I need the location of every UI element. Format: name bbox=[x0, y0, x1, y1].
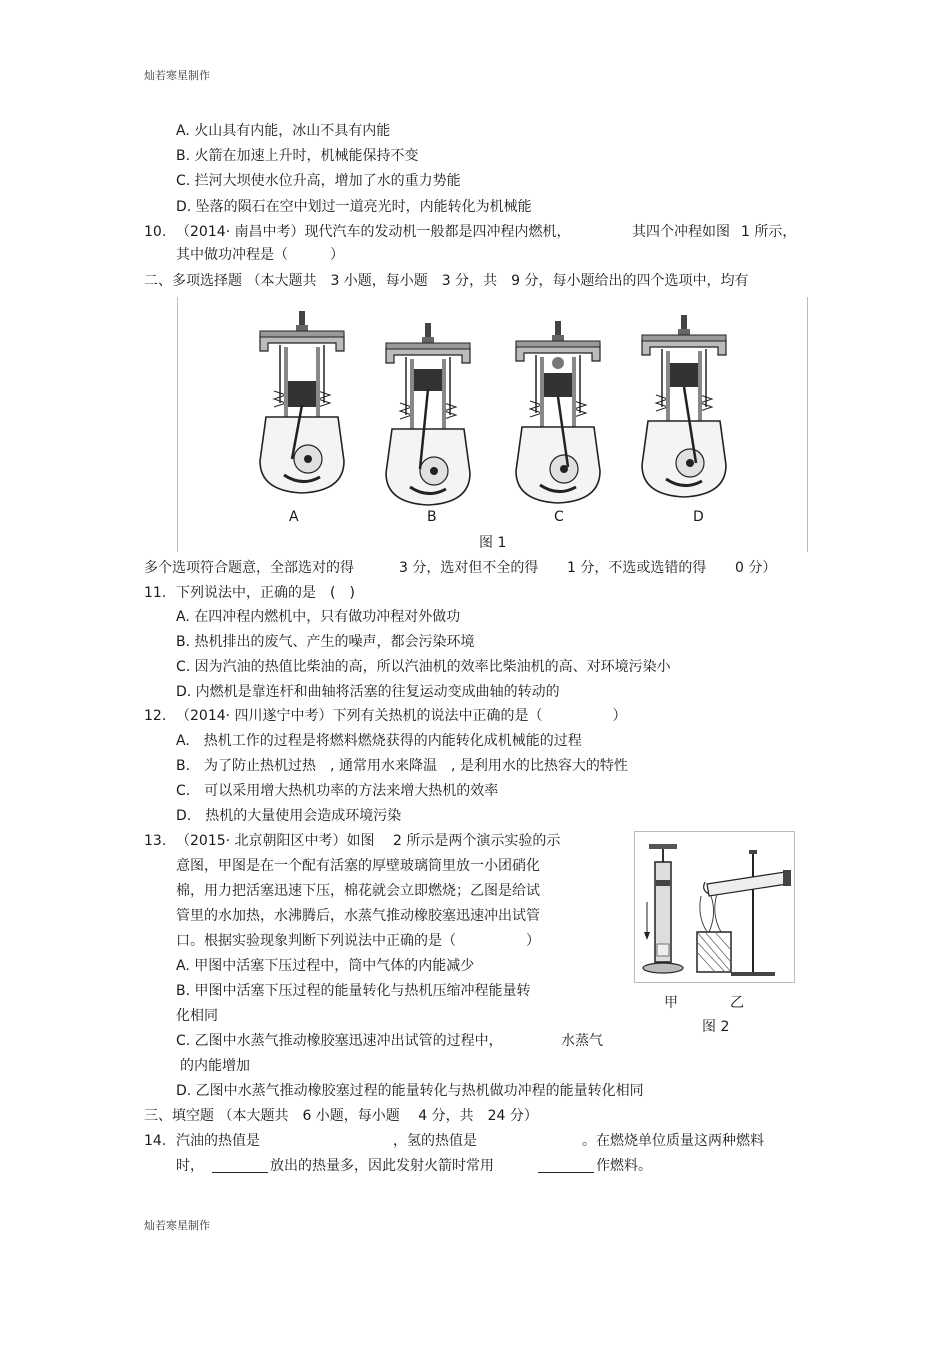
q12-stem: （2014· 四川遂宁中考）下列有关热机的说法中正确的是（ ） bbox=[176, 708, 627, 724]
q13-stem-line-5: 口。根据实验现象判断下列说法中正确的是（ ） bbox=[176, 933, 540, 949]
figure-2-drawing bbox=[635, 832, 794, 982]
q9-option-d: D. 坠落的陨石在空中划过一道亮光时，内能转化为机械能 bbox=[176, 199, 532, 215]
q13-number: 13. bbox=[144, 833, 167, 849]
piston-tube-icon bbox=[643, 844, 683, 973]
page-header: 灿若寒星制作 bbox=[144, 69, 210, 82]
q14-blank-2[interactable] bbox=[538, 1158, 594, 1173]
q14-text-6: 作燃料。 bbox=[596, 1158, 652, 1174]
q13-stem-line-2: 意图，甲图是在一个配有活塞的厚壁玻璃筒里放一小团硝化 bbox=[176, 858, 540, 874]
q9-option-a: A. 火山具有内能，冰山不具有内能 bbox=[176, 123, 391, 139]
test-tube-heating-icon bbox=[697, 850, 791, 976]
q12-option-b: B. 为了防止热机过热 , 通常用水来降温 , 是利用水的比热容大的特性 bbox=[176, 758, 628, 774]
figure-1-label-a: A bbox=[289, 509, 299, 525]
figure-1-label-d: D bbox=[693, 509, 704, 525]
q13-option-c-line-1b: 水蒸气 bbox=[561, 1033, 603, 1049]
section2-rule-c: 1 分，不选或选错的得 bbox=[567, 560, 707, 576]
q13-option-b-line-1: B. 甲图中活塞下压过程的能量转化与热机压缩冲程能量转 bbox=[176, 983, 531, 999]
figure-1-label-c: C bbox=[554, 509, 564, 525]
engine-power-icon bbox=[516, 321, 600, 503]
figure-2-label-jia: 甲 bbox=[664, 995, 678, 1011]
figure-2 bbox=[634, 831, 795, 983]
section2-rule-d: 0 分） bbox=[735, 560, 777, 576]
q14-text-2: ，氢的热值是 bbox=[393, 1133, 477, 1149]
q9-option-b: B. 火箭在加速上升时，机械能保持不变 bbox=[176, 148, 419, 164]
figure-1-drawing bbox=[178, 297, 807, 552]
q13-option-c-line-1: C. 乙图中水蒸气推动橡胶塞迅速冲出试管的过程中， bbox=[176, 1033, 503, 1049]
q13-option-d: D. 乙图中水蒸气推动橡胶塞过程的能量转化与热机做功冲程的能量转化相同 bbox=[176, 1083, 644, 1099]
q12-option-d: D. 热机的大量使用会造成环境污染 bbox=[176, 808, 402, 824]
q11-option-d: D. 内燃机是靠连杆和曲轴将活塞的往复运动变成曲轴的转动的 bbox=[176, 684, 560, 700]
section2-rule-a: 多个选项符合题意，全部选对的得 bbox=[144, 560, 354, 576]
q10-text-c: 1 所示， bbox=[741, 224, 797, 240]
q10-text-a: （2014· 南昌中考）现代汽车的发动机一般都是四冲程内燃机， bbox=[176, 224, 571, 240]
page-footer: 灿若寒星制作 bbox=[144, 1219, 210, 1232]
engine-compression-icon bbox=[386, 323, 470, 505]
q14-text-4: 时， bbox=[176, 1158, 204, 1174]
q12-number: 12. bbox=[144, 708, 167, 724]
q11-number: 11. bbox=[144, 585, 167, 601]
figure-1-label-b: B bbox=[427, 509, 437, 525]
section3-heading: 三、填空题 （本大题共 6 小题，每小题 4 分，共 24 分） bbox=[144, 1108, 538, 1124]
q10-number: 10. bbox=[144, 224, 167, 240]
q11-option-c: C. 因为汽油的热值比柴油的高，所以汽油机的效率比柴油机的高、对环境污染小 bbox=[176, 659, 671, 675]
engine-intake-icon bbox=[260, 311, 344, 493]
q11-option-a: A. 在四冲程内燃机中，只有做功冲程对外做功 bbox=[176, 609, 461, 625]
q13-option-a: A. 甲图中活塞下压过程中，筒中气体的内能减少 bbox=[176, 958, 475, 974]
q13-option-c-line-2: 的内能增加 bbox=[180, 1058, 250, 1074]
q14-number: 14. bbox=[144, 1133, 167, 1149]
q14-blank-1[interactable] bbox=[212, 1158, 268, 1173]
q14-text-3: 。在燃烧单位质量这两种燃料 bbox=[582, 1133, 764, 1149]
figure-2-caption: 图 2 bbox=[702, 1019, 730, 1035]
figure-1-caption: 图 1 bbox=[479, 535, 507, 551]
figure-2-label-yi: 乙 bbox=[730, 995, 744, 1011]
q14-text-5: 放出的热量多，因此发射火箭时常用 bbox=[270, 1158, 494, 1174]
q14-text-1: 汽油的热值是 bbox=[176, 1133, 260, 1149]
q12-option-c: C. 可以采用增大热机功率的方法来增大热机的效率 bbox=[176, 783, 499, 799]
q13-stem-line-4: 管里的水加热，水沸腾后，水蒸气推动橡胶塞迅速冲出试管 bbox=[176, 908, 540, 924]
section2-heading: 二、多项选择题 （本大题共 3 小题，每小题 3 分，共 9 分，每小题给出的四个选项中，均有 bbox=[144, 273, 749, 289]
q13-option-b-line-2: 化相同 bbox=[176, 1008, 218, 1024]
q12-option-a: A. 热机工作的过程是将燃料燃烧获得的内能转化成机械能的过程 bbox=[176, 733, 582, 749]
figure-1 bbox=[177, 297, 808, 552]
q13-stem-line-1: （2015· 北京朝阳区中考）如图 2 所示是两个演示实验的示 bbox=[176, 833, 561, 849]
q10-text-b: 其四个冲程如图 bbox=[632, 224, 730, 240]
q11-stem: 下列说法中，正确的是 ( ) bbox=[176, 585, 355, 601]
engine-exhaust-icon bbox=[642, 315, 726, 497]
q10-text-line2: 其中做功冲程是（ ） bbox=[176, 247, 344, 263]
q9-option-c: C. 拦河大坝使水位升高，增加了水的重力势能 bbox=[176, 173, 461, 189]
q13-stem-line-3: 棉，用力把活塞迅速下压，棉花就会立即燃烧；乙图是给试 bbox=[176, 883, 540, 899]
section2-rule-b: 3 分，选对但不全的得 bbox=[399, 560, 539, 576]
q11-option-b: B. 热机排出的废气、产生的噪声，都会污染环境 bbox=[176, 634, 475, 650]
